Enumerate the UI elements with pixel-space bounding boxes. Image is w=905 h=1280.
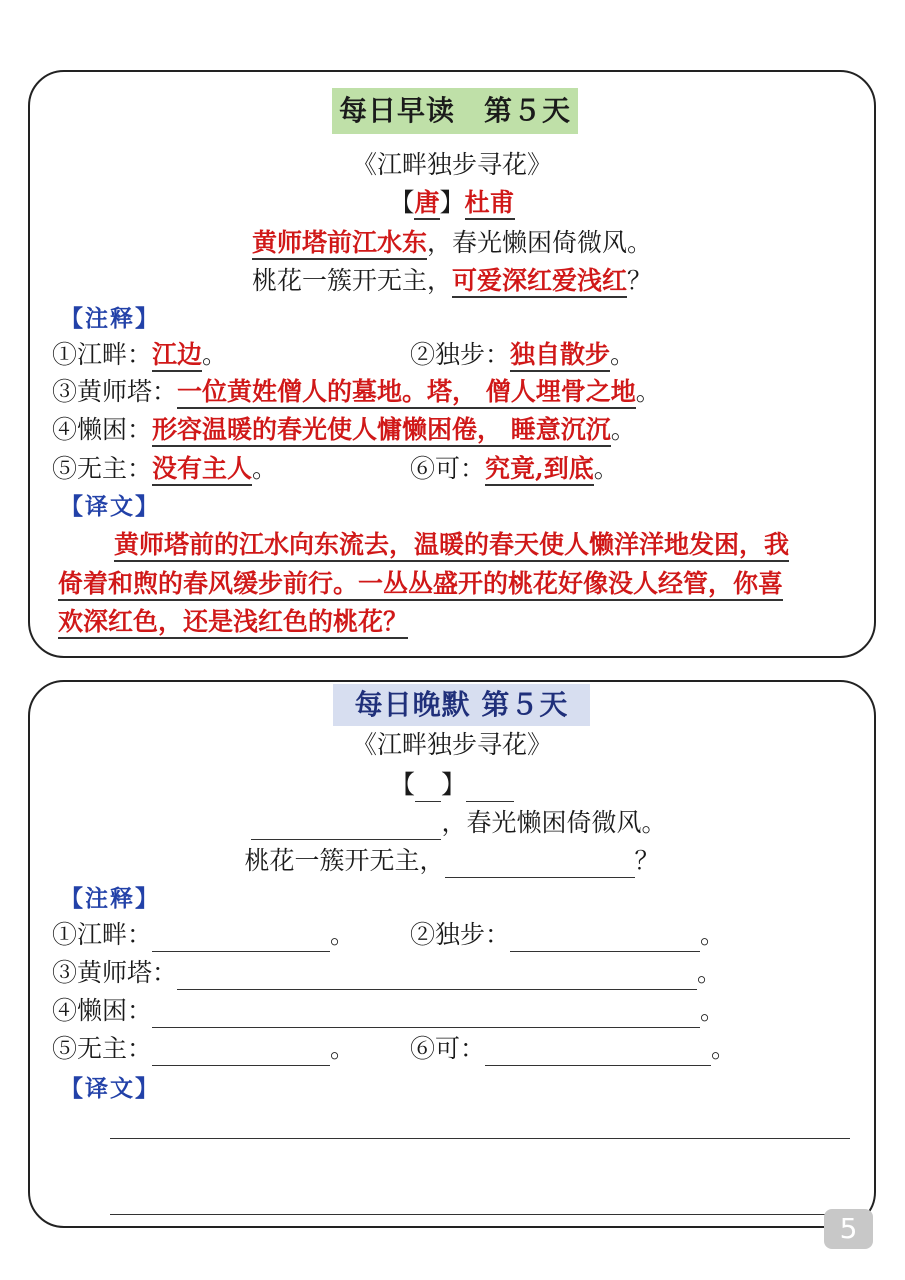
note-item — [410, 918, 725, 952]
note-end: 。 — [202, 340, 228, 369]
note-blank[interactable] — [152, 923, 330, 952]
note-label: ②独步： — [410, 340, 511, 369]
note-end: 。 — [252, 454, 278, 483]
note-item — [52, 956, 722, 990]
poem-line-2 — [30, 264, 874, 298]
translation-header: 【译文】 — [60, 1075, 160, 1102]
note-answer: 一位黄姓僧人的墓地。塔， 僧人埋骨之地 — [177, 377, 636, 409]
notes-header: 【注释】 — [60, 305, 160, 332]
line2-blank[interactable] — [445, 849, 635, 878]
note-item — [410, 452, 619, 486]
note-label: ④懒困： — [52, 996, 153, 1025]
translation-header: 【译文】 — [60, 493, 160, 520]
note-answer: 究竟,到底 — [485, 454, 594, 486]
note-label: ⑥可： — [410, 1034, 486, 1063]
line2-end: ？ — [634, 846, 660, 875]
translation-line — [58, 526, 858, 564]
note-label: ④懒困： — [52, 415, 153, 444]
bracket-open: 【 — [389, 188, 415, 217]
author-blank[interactable] — [466, 773, 514, 802]
evening-banner: 每日晚默 第５天 — [333, 684, 590, 726]
bracket-close: 】 — [439, 188, 465, 217]
note-item — [52, 452, 277, 486]
note-end: 。 — [697, 958, 723, 987]
poem-title: 《江畔独步寻花》 — [351, 150, 552, 179]
translation-line — [58, 565, 858, 603]
line1-rest: ，春光懒困倚微风。 — [427, 228, 653, 257]
line1-answer: 黄师塔前江水东 — [252, 228, 427, 260]
note-item — [410, 1032, 736, 1066]
poem-line-2 — [30, 844, 874, 878]
poem-attribution — [30, 186, 874, 220]
note-blank[interactable] — [510, 923, 700, 952]
poem-line-1 — [30, 806, 874, 840]
note-end: 。 — [593, 454, 619, 483]
note-item — [52, 1032, 355, 1066]
note-blank[interactable] — [152, 1037, 330, 1066]
note-end: 。 — [330, 1034, 356, 1063]
note-answer: 江边 — [152, 340, 202, 372]
note-label: ⑤无主： — [52, 1034, 153, 1063]
note-answer: 形容温暖的春光使人慵懒困倦， 睡意沉沉 — [152, 415, 611, 447]
morning-banner: 每日早读 第５天 — [332, 88, 578, 134]
poem-line-1 — [30, 226, 874, 260]
translation-blank-line[interactable] — [110, 1214, 850, 1215]
line2-start: 桃花一簇开无主， — [251, 266, 452, 295]
note-answer: 独自散步 — [510, 340, 610, 372]
note-label: ⑥可： — [410, 454, 486, 483]
note-end: 。 — [330, 920, 356, 949]
note-answer: 没有主人 — [152, 454, 252, 486]
page-number-badge: 5 — [824, 1209, 873, 1249]
line1-rest: ，春光懒困倚微风。 — [441, 808, 667, 837]
poem-title: 《江畔独步寻花》 — [351, 730, 552, 759]
note-item — [52, 375, 661, 409]
bracket-open: 【 — [389, 770, 415, 799]
note-blank[interactable] — [152, 999, 700, 1028]
note-end: 。 — [700, 920, 726, 949]
note-end: 。 — [610, 340, 636, 369]
dynasty-answer: 唐 — [414, 188, 439, 220]
note-item — [52, 413, 636, 447]
note-end: 。 — [700, 996, 726, 1025]
translation-text: 黄师塔前的江水向东流去，温暖的春天使人懒洋洋地发困，我 — [114, 530, 789, 562]
note-label: ①江畔： — [52, 340, 153, 369]
note-end: 。 — [711, 1034, 737, 1063]
author-answer: 杜甫 — [465, 188, 515, 220]
dynasty-blank[interactable] — [415, 773, 441, 802]
note-item — [410, 338, 635, 372]
evening-dictation-card — [28, 680, 876, 1228]
note-item — [52, 918, 355, 952]
note-blank[interactable] — [177, 961, 697, 990]
note-item — [52, 338, 227, 372]
note-label: ①江畔： — [52, 920, 153, 949]
line2-answer: 可爱深红爱浅红 — [452, 266, 627, 298]
note-end: 。 — [635, 377, 661, 406]
translation-line — [58, 603, 858, 641]
translation-text: 欢深红色，还是浅红色的桃花？ — [58, 607, 408, 639]
translation-text: 倚着和煦的春风缓步前行。一丛丛盛开的桃花好像没人经管，你喜 — [58, 569, 783, 601]
notes-header: 【注释】 — [60, 885, 160, 912]
poem-attribution — [30, 768, 874, 802]
note-item — [52, 994, 725, 1028]
morning-reading-card — [28, 70, 876, 658]
line2-start: 桃花一簇开无主， — [244, 846, 445, 875]
note-blank[interactable] — [485, 1037, 711, 1066]
note-label: ②独步： — [410, 920, 511, 949]
translation-blank-line[interactable] — [110, 1138, 850, 1139]
line1-blank[interactable] — [251, 811, 441, 840]
note-label: ③黄师塔： — [52, 377, 178, 406]
note-end: 。 — [610, 415, 636, 444]
line2-end: ？ — [627, 266, 653, 295]
note-label: ⑤无主： — [52, 454, 153, 483]
note-label: ③黄师塔： — [52, 958, 178, 987]
bracket-close: 】 — [441, 770, 467, 799]
